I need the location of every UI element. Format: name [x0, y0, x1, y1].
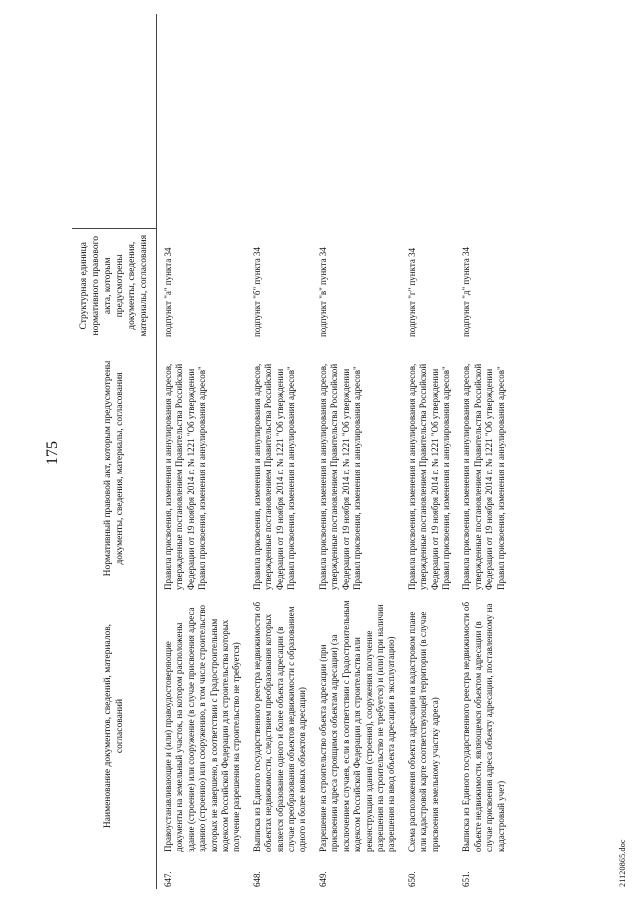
row-blank: [249, 14, 315, 229]
document-page: [10, 13, 630, 893]
header-number: [72, 857, 157, 889]
row-blank: [157, 14, 249, 229]
row-legal-act: Правила присвоения, изменения и аннулирования адресов, утвержденные постановлением Правительства Российской Федерации от 19 ноября 2014 г. № 1221 "Об утверждении Правил присвоения, изменения и аннулирования адресов": [461, 363, 506, 590]
header-document-name: Наименование документов, сведений, материалов, согласований: [72, 595, 157, 857]
row-number: 649.: [317, 871, 328, 887]
row-structural-unit: подпункт "а" пункта 34: [163, 247, 173, 337]
row-document-name: Разрешение на строительство объекта адресации (при присвоении адреса строящимся объектам адресации) (за исключением случаев, если в соответствии с Градостроительным кодексом Российской Федерации для строительства или реконструкции здания (строения), сооружения получение разрешения на строительство не требуется) и (или) при наличии разрешения на ввод объекта адресации в эксплуатацию): [317, 600, 397, 852]
page-number: 175: [44, 441, 61, 465]
row-document-name: Правоустанавливающие и (или) правоудостоверяющие документы на земельный участок, на котором расположены здание (строение) или сооружение (в случае присвоения адреса зданию (строению) или сооружению, в том числе строительство которых не завершено, в соответствии с Градостроительным кодексом Российской Федерации для строительства которых получение разрешения на строительство не требуется): [163, 604, 242, 852]
header-legal-act: Нормативный правовой акт, которым предусмотрены документы, сведения, материалы, согласования: [72, 342, 157, 595]
table-row: [249, 14, 315, 889]
header-blank: [72, 14, 157, 229]
documents-table: [72, 14, 513, 889]
row-number: 648.: [251, 871, 262, 887]
table-row: [315, 14, 404, 889]
row-structural-unit: подпункт "г" пункта 34: [406, 247, 417, 337]
table-row: [404, 14, 459, 889]
footer-file-code: 21120865.doc: [618, 839, 627, 887]
row-document-name: Схема расположения объекта адресации на кадастровом плане или кадастровой карте соответствующей территории (в случае присвоения земельному участку адреса): [406, 611, 440, 852]
row-document-name: Выписка из Единого государственного реестра недвижимости об объекте недвижимости, являющемся объектом адресации (в случае присвоения адреса объекту адресации, поставленному на кадастровый учет): [461, 601, 506, 852]
row-number: 651.: [461, 871, 472, 887]
row-number: 650.: [406, 871, 417, 887]
row-structural-unit: подпункт "д" пункта 34: [461, 246, 472, 337]
row-legal-act: Правила присвоения, изменения и аннулирования адресов, утвержденные постановлением Правительства Российской Федерации от 19 ноября 2014 г. № 1221 "Об утверждении Правил присвоения, изменения и аннулирования адресов": [163, 363, 208, 590]
row-blank: [404, 14, 459, 229]
row-document-name: Выписка из Единого государственного реестра недвижимости об объектах недвижимости, следствием преобразования которых является образование одного и более объекта адресации (в случае преобразования объектов недвижимости с образованием одного и более новых объектов адресации): [251, 601, 308, 852]
table-header-row: [72, 14, 157, 889]
row-legal-act: Правила присвоения, изменения и аннулирования адресов, утвержденные постановлением Правительства Российской Федерации от 19 ноября 2014 г. № 1221 "Об утверждении Правил присвоения, изменения и аннулирования адресов": [251, 363, 297, 590]
table-row: [157, 14, 249, 889]
row-structural-unit: подпункт "в" пункта 34: [317, 247, 328, 337]
row-structural-unit: подпункт "б" пункта 34: [251, 246, 262, 337]
header-structural-unit: Структурная единица нормативного правового акта, которым предусмотрены документы, сведения, материалы, согласования: [72, 229, 157, 342]
row-legal-act: Правила присвоения, изменения и аннулирования адресов, утвержденные постановлением Правительства Российской Федерации от 19 ноября 2014 г. № 1221 "Об утверждении Правил присвоения, изменения и аннулирования адресов": [317, 363, 363, 590]
row-legal-act: Правила присвоения, изменения и аннулирования адресов, утвержденные постановлением Правительства Российской Федерации от 19 ноября 2014 г. № 1221 "Об утверждении Правил присвоения, изменения и аннулирования адресов": [406, 363, 451, 590]
row-blank: [458, 14, 513, 229]
table-row: [458, 14, 513, 889]
row-blank: [315, 14, 404, 229]
row-number: 647.: [163, 871, 173, 887]
